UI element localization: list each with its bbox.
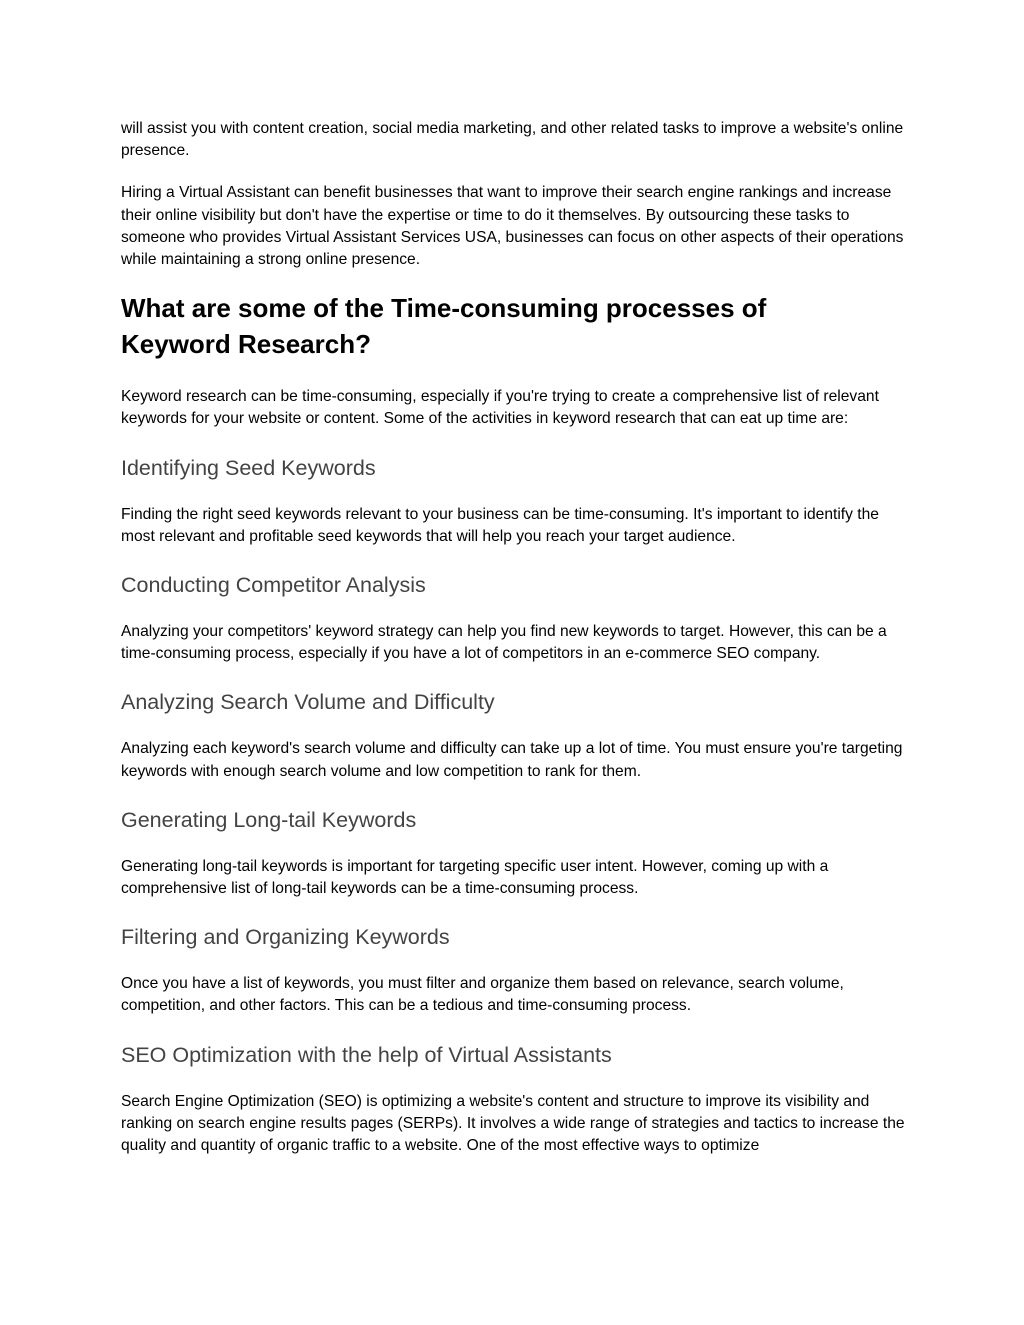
section-heading-line-1: What are some of the Time-consuming processes of	[121, 293, 767, 324]
intro-paragraph-1: will assist you with content creation, social media marketing, and other related tasks to improve a website's online presence.	[121, 120, 904, 160]
section-body-keyword-research: Keyword research can be time-consuming, especially if you're trying to create a comprehensive list of relevant keywords for your website or content. Some of the activities in keyword research that can eat up time are:	[121, 388, 879, 428]
subheading-seed-keywords: Identifying Seed Keywords	[121, 455, 376, 480]
body-filtering-keywords: Once you have a list of keywords, you must filter and organize them based on relevance, search volume, competition, and other factors. This can be a tedious and time-consuming process.	[121, 975, 844, 1015]
section-heading-time-consuming-processes	[121, 290, 911, 362]
body-competitor-analysis: Analyzing your competitors' keyword strategy can help you find new keywords to target. However, this can be a time-consuming process, especially if you have a lot of competitors in an e-commerce SEO company.	[121, 623, 887, 663]
section-heading-line-2: Keyword Research?	[121, 329, 371, 360]
body-seed-keywords: Finding the right seed keywords relevant to your business can be time-consuming. It's important to identify the most relevant and profitable seed keywords that will help you reach your target audience.	[121, 505, 879, 545]
subheading-seo-optimization: SEO Optimization with the help of Virtual Assistants	[121, 1042, 612, 1067]
intro-paragraph-2: Hiring a Virtual Assistant can benefit businesses that want to improve their search engine rankings and increase their online visibility but don't have the expertise or time to do it themselves. By outsourcing these tasks to someone who provides Virtual Assistant Services USA, businesses can focus on other aspects of their operations while maintaining a strong online presence.	[121, 184, 904, 269]
document-page	[121, 118, 911, 1157]
body-long-tail-keywords: Generating long-tail keywords is important for targeting specific user intent. However, coming up with a comprehensive list of long-tail keywords can be a time-consuming process.	[121, 857, 829, 898]
subheading-filtering-keywords: Filtering and Organizing Keywords	[121, 925, 450, 950]
body-seo-optimization: Search Engine Optimization (SEO) is optimizing a website's content and structure to improve its visibility and ranking on search engine results pages (SERPs). It involves a wide range of strategies and tactics to increase the quality and quantity of organic traffic to a website. One of the most effective ways to optimize	[121, 1092, 905, 1155]
subheading-search-volume: Analyzing Search Volume and Difficulty	[121, 690, 495, 715]
subheading-long-tail-keywords: Generating Long-tail Keywords	[121, 807, 417, 832]
body-search-volume: Analyzing each keyword's search volume and difficulty can take up a lot of time. You must ensure you're targeting keywords with enough search volume and low competition to rank for them.	[121, 740, 903, 780]
subheading-competitor-analysis: Conducting Competitor Analysis	[121, 573, 426, 598]
